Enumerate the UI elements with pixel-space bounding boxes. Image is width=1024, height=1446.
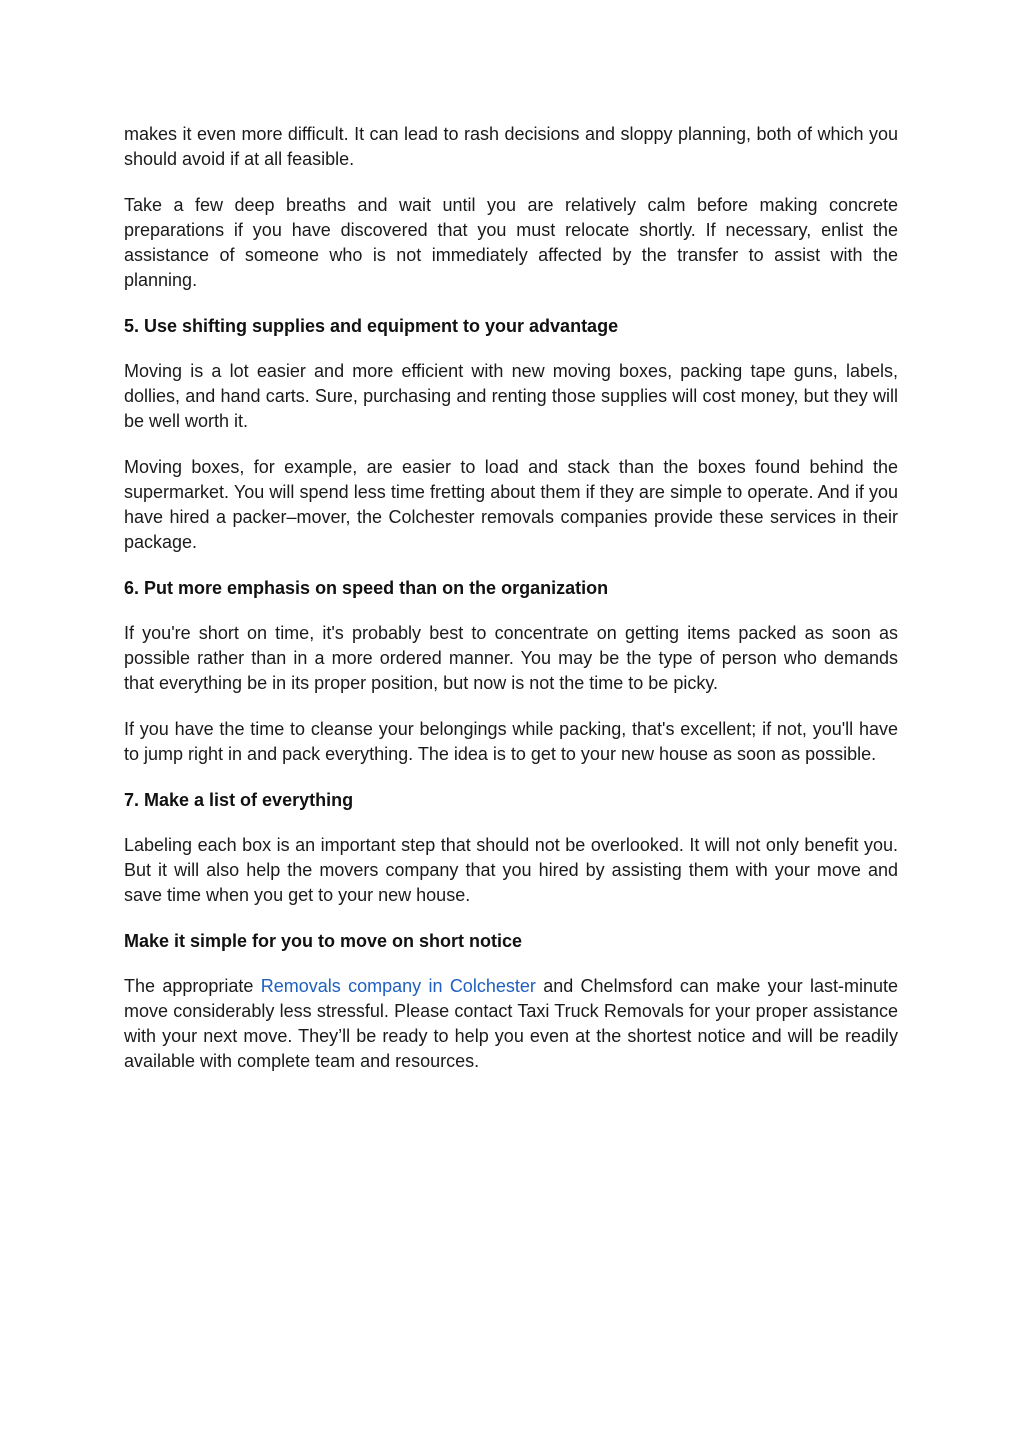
paragraph-contact-intro: The appropriate <box>124 976 261 996</box>
paragraph-contact <box>124 974 898 1074</box>
paragraph-moving-supplies: Moving is a lot easier and more efficient with new moving boxes, packing tape guns, labels, dollies, and hand carts. Sure, purchasing and renting those supplies will cost money, but they will be well worth it. <box>124 361 898 431</box>
document-page <box>124 122 898 1095</box>
paragraph-rash-decisions: makes it even more difficult. It can lead to rash decisions and sloppy planning, both of which you should avoid if at all feasible. <box>124 124 898 169</box>
paragraph-cleanse-belongings: If you have the time to cleanse your belongings while packing, that's excellent; if not, you'll have to jump right in and pack everything. The idea is to get to your new house as soon as possible. <box>124 719 898 764</box>
heading-shifting-supplies: 5. Use shifting supplies and equipment to your advantage <box>124 316 619 336</box>
paragraph-deep-breaths: Take a few deep breaths and wait until you are relatively calm before making concrete preparations if you have discovered that you must relocate shortly. If necessary, enlist the assistance of someone who is not immediately affected by the transfer to assist with the planning. <box>124 195 898 290</box>
paragraph-short-on-time: If you're short on time, it's probably best to concentrate on getting items packed as soon as possible rather than in a more ordered manner. You may be the type of person who demands that everything be in its proper position, but now is not the time to be picky. <box>124 623 898 693</box>
paragraph-labeling-boxes: Labeling each box is an important step that should not be overlooked. It will not only benefit you. But it will also help the movers company that you hired by assisting them with your move and save time when you get to your new house. <box>124 835 898 905</box>
removals-company-link[interactable]: Removals company in Colchester <box>260 976 536 996</box>
heading-make-a-list: 7. Make a list of everything <box>124 790 354 810</box>
paragraph-moving-boxes: Moving boxes, for example, are easier to load and stack than the boxes found behind the supermarket. You will spend less time fretting about them if they are simple to operate. And if you have hired a packer–mover, the Colchester removals companies provide these services in their package. <box>124 457 898 552</box>
heading-short-notice: Make it simple for you to move on short notice <box>124 931 523 951</box>
paragraph-contact-body: and Chelmsford can make your last-minute move considerably less stressful. Please contact Taxi Truck Removals for your proper assistance with your next move. They’ll be ready to help you even at the shortest notice and will be readily available with complete team and resources. <box>124 976 898 1071</box>
heading-speed-over-organization: 6. Put more emphasis on speed than on the organization <box>124 578 609 598</box>
